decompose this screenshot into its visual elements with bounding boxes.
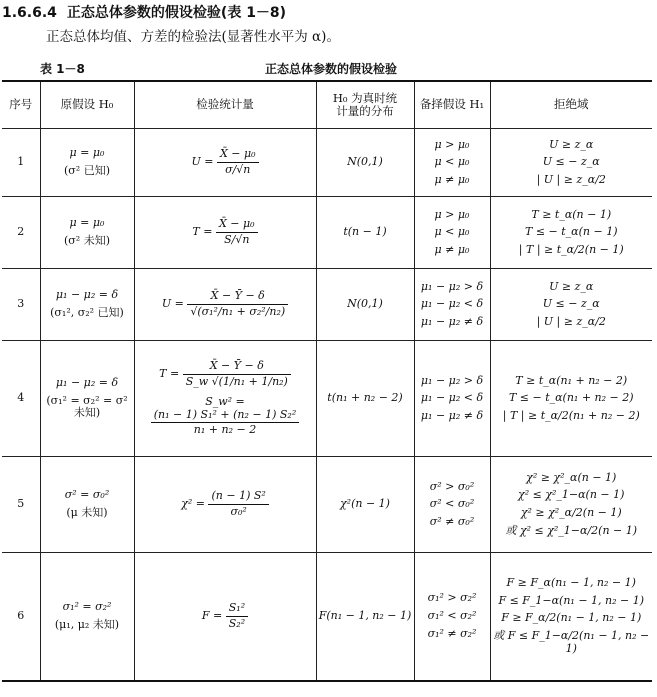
row-statistic [134,269,316,341]
row-rejection [490,553,652,681]
statistic-fraction [183,360,291,388]
rejection-region: χ² ≤ χ²_1−α(n − 1) [518,488,625,502]
statistic-lhs: T = [159,367,180,381]
row-h0 [40,457,134,553]
statistic-numerator: (n − 1) S² [208,490,268,505]
section-title: 正态总体参数的假设检验(表 1－8) [66,5,287,21]
h1-option: μ₁ − μ₂ > δ [420,279,484,293]
statistic-formula [135,602,316,630]
h0-expression: μ₁ − μ₂ = δ [55,288,119,302]
rejection-region: T ≥ t_α(n − 1) [531,207,612,221]
rejection-region: | U | ≥ z_α/2 [536,172,606,186]
row-h1 [414,269,490,341]
pooled-variance-formula [135,396,316,437]
row-index: 4 [2,341,40,457]
table-row [2,129,652,197]
statistic-lhs: χ² = [181,497,205,511]
row-distribution: F(n₁ − 1, n₂ − 1) [316,553,414,681]
rejection-region: U ≤ − z_α [542,297,600,311]
h1-option: σ₁² > σ₂² [427,591,477,605]
statistic-lhs: U = [191,155,214,169]
table-row [2,553,652,681]
rejection-region: U ≤ − z_α [542,155,600,169]
statistic-denominator: S_w √(1/n₁ + 1/n₂) [185,374,288,388]
h0-expression: σ₁² = σ₂² [62,600,112,614]
row-h1 [414,457,490,553]
statistic-denominator: S/√n [224,233,250,246]
h1-option: μ ≠ μ₀ [434,172,470,186]
rejection-region: F ≥ F_α(n₁ − 1, n₂ − 1) [506,576,636,590]
rejection-region: F ≥ F_α/2(n₁ − 1, n₂ − 1) [501,611,642,625]
table-header-row [2,81,652,129]
row-index: 5 [2,457,40,553]
statistic-lhs: F = [201,609,223,623]
statistic-denominator: S₂² [228,616,246,630]
h1-option: σ² > σ₀² [429,479,475,493]
h1-option: μ₁ − μ₂ ≠ δ [420,408,484,422]
h0-expression: μ₁ − μ₂ = δ [55,376,119,390]
row-distribution: χ²(n − 1) [316,457,414,553]
rejection-region: | T | ≥ t_α/2(n − 1) [518,242,624,256]
h0-condition: (μ₁, μ₂ 未知) [54,617,120,631]
header-h0: 原假设 H₀ [40,81,134,129]
header-distribution [316,81,414,129]
statistic-lhs: T = [192,225,213,239]
row-h0 [40,269,134,341]
h0-condition: (σ₁², σ₂² 已知) [50,306,124,319]
row-h1 [414,197,490,269]
pooled-variance-numerator: (n₁ − 1) S₁² + (n₂ − 1) S₂² [151,409,299,424]
rejection-region: 或 χ² ≤ χ²_1−α/2(n − 1) [505,523,638,537]
rejection-region: T ≥ t_α(n₁ + n₂ − 2) [515,373,628,387]
row-statistic [134,197,316,269]
table-row [2,197,652,269]
row-distribution: t(n₁ + n₂ − 2) [316,341,414,457]
rejection-region: χ² ≥ χ²_α/2(n − 1) [520,506,622,519]
header-statistic: 检验统计量 [134,81,316,129]
table-row [2,341,652,457]
statistic-fraction [187,290,288,318]
rejection-region: | T | ≥ t_α/2(n₁ + n₂ − 2) [502,408,640,422]
row-index: 1 [2,129,40,197]
row-rejection [490,197,652,269]
h0-condition: (σ₁² = σ₂² = σ² 未知) [46,393,128,420]
h1-option: σ² < σ₀² [429,497,475,511]
row-h0 [40,129,134,197]
statistic-numerator: X̄ − Ȳ − δ [187,290,288,305]
statistic-numerator: X̄ − Ȳ − δ [183,360,291,375]
row-index: 3 [2,269,40,341]
header-distribution-line2: 计量的分布 [336,104,394,118]
pooled-variance-denominator: n₁ + n₂ − 2 [193,423,257,437]
h1-option: μ < μ₀ [434,225,470,239]
h0-condition: (σ² 已知) [64,164,110,177]
h1-option: σ₁² ≠ σ₂² [427,626,477,640]
row-h1 [414,129,490,197]
statistic-formula [135,290,316,318]
row-distribution: t(n − 1) [316,197,414,269]
rejection-region: 或 F ≤ F_1−α/2(n₁ − 1, n₂ − 1) [493,629,650,655]
row-h0 [40,197,134,269]
statistic-formula [135,490,316,518]
h1-option: μ > μ₀ [434,137,470,151]
rejection-region: T ≤ − t_α(n₁ + n₂ − 2) [508,391,634,405]
row-index: 2 [2,197,40,269]
section-heading [2,2,286,22]
row-distribution: N(0,1) [316,269,414,341]
h0-expression: σ² = σ₀² [64,488,110,502]
statistic-numerator: X̄ − μ₀ [216,218,258,233]
h1-option: σ² ≠ σ₀² [429,514,475,528]
h1-option: μ > μ₀ [434,207,470,221]
row-rejection [490,129,652,197]
h1-option: μ₁ − μ₂ < δ [420,297,484,311]
table-row [2,457,652,553]
h0-expression: μ = μ₀ [69,216,105,230]
row-rejection [490,457,652,553]
rejection-region: T ≤ − t_α(n − 1) [525,225,618,239]
statistic-lhs: U = [161,297,184,311]
header-index: 序号 [2,81,40,129]
h0-condition: (σ² 未知) [64,234,110,247]
h0-condition: (μ 未知) [66,506,108,519]
statistic-numerator: S₁² [226,602,248,617]
statistic-numerator: X̄ − μ₀ [217,148,259,163]
header-distribution-line1: H₀ 为真时统 [332,90,398,105]
row-index: 6 [2,553,40,681]
header-h1: 备择假设 H₁ [414,81,490,129]
h1-option: μ₁ − μ₂ > δ [420,373,484,387]
h1-option: μ₁ − μ₂ < δ [420,391,484,405]
hypothesis-test-table [2,80,652,682]
h1-option: μ < μ₀ [434,155,470,169]
rejection-region: U ≥ z_α [549,279,594,293]
statistic-fraction [208,490,268,518]
statistic-denominator: σ₀² [230,505,247,518]
h1-option: μ₁ − μ₂ ≠ δ [420,314,484,328]
h1-option: μ ≠ μ₀ [434,242,470,256]
table-caption: 正态总体参数的假设检验 [265,62,398,76]
statistic-formula [135,218,316,246]
rejection-region: F ≤ F_1−α(n₁ − 1, n₂ − 1) [498,593,645,607]
statistic-denominator: σ/√n [225,163,251,176]
table-row [2,269,652,341]
statistic-formula [135,360,316,388]
row-statistic [134,129,316,197]
header-rejection: 拒绝域 [490,81,652,129]
statistic-fraction [226,602,248,630]
row-rejection [490,269,652,341]
row-statistic [134,341,316,457]
rejection-region: U ≥ z_α [549,137,594,151]
statistic-denominator: √(σ₁²/n₁ + σ₂²/n₂) [190,305,286,318]
row-statistic [134,553,316,681]
row-h0 [40,553,134,681]
row-h0 [40,341,134,457]
row-h1 [414,553,490,681]
row-distribution: N(0,1) [316,129,414,197]
rejection-region: | U | ≥ z_α/2 [536,314,606,328]
h1-option: σ₁² < σ₂² [427,608,477,622]
row-statistic [134,457,316,553]
pooled-variance-fraction [151,409,299,437]
h0-expression: μ = μ₀ [69,146,105,160]
table-label: 表 1－8 [40,62,85,76]
statistic-formula [135,148,316,176]
statistic-fraction [217,148,259,176]
statistic-fraction [216,218,258,246]
row-h1 [414,341,490,457]
intro-text: 正态总体均值、方差的检验法(显著性水平为 α)。 [46,29,340,45]
rejection-region: χ² ≥ χ²_α(n − 1) [526,470,617,484]
section-number: 1.6.6.4 [2,5,57,21]
pooled-variance-lhs: S_w² = [205,395,245,409]
row-rejection [490,341,652,457]
